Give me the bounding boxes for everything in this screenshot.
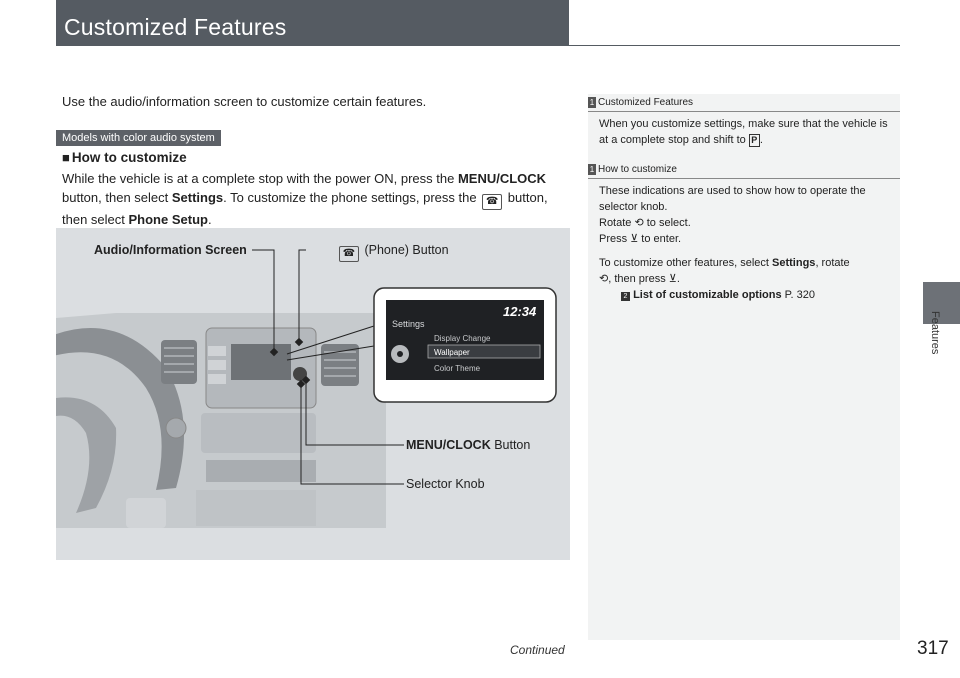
notes-column [588,94,900,640]
screen-menu-item: Color Theme [434,364,481,373]
header-rule [569,45,900,46]
body-paragraph [62,169,572,229]
note-rotate-a: Rotate [599,217,635,229]
press-knob-icon: ⊻ [630,233,639,245]
howto-heading [62,150,187,165]
note-rule [588,178,900,179]
note-then-b: . [676,273,680,285]
note-heading-howto [588,164,677,175]
screen-menu-item: Display Change [434,334,491,343]
square-bullet-icon: ■ [62,150,70,165]
note-other-settings: Settings [772,257,816,269]
para-text-4: button, then select [62,190,548,227]
phone-icon: ☎ [339,246,359,262]
note-rotate-line [599,215,891,231]
para-text-1: While the vehicle is at a complete stop with the power ON, press the [62,171,458,186]
crossref-page: P. 320 [781,289,816,301]
section-tab-label: Features [929,311,941,355]
rotate-knob-icon: ⟲ [634,217,644,229]
screen-menu-item-selected: Wallpaper [434,348,470,357]
gear-icon [391,345,409,363]
para-phone-setup: Phone Setup [128,212,208,227]
note-marker-icon: 1 [589,98,595,107]
note-customized-text [599,116,891,148]
note-other-b: , rotate [815,257,850,269]
note-press-line [599,231,891,247]
crossref-arrow-icon: 2 [621,292,630,301]
rotate-knob-icon: ⟲ [599,273,609,285]
note-title: How to customize [598,164,677,175]
dashboard-drawing [56,228,570,560]
para-menu-clock: MENU/CLOCK [457,171,547,186]
para-text-5: . [207,212,212,227]
note-press-b: to enter. [638,233,682,245]
selector-knob-label: Selector Knob [406,477,485,491]
crossref-link-text[interactable]: List of customizable options [633,289,782,301]
note-text-2: . [759,134,763,146]
phone-icon: ☎ [482,194,502,210]
note-rule [588,111,900,112]
note-other-a: To customize other features, select [599,257,773,269]
note-title: Customized Features [598,97,694,108]
screen-clock: 12:34 [503,304,537,319]
menu-clock-label-rest: Button [490,438,531,452]
screen-settings-header: Settings [392,319,425,329]
note-then-line [599,271,891,287]
note-heading-customized [588,97,693,108]
para-text-3: . To customize the phone settings, press the [223,190,481,205]
note-rotate-b: to select. [643,217,691,229]
phone-button-label-text: (Phone) Button [364,243,449,257]
intro-text: Use the audio/information screen to customize certain features. [62,94,427,109]
howto-heading-text: How to customize [71,150,187,165]
note-other-line [599,255,891,271]
models-badge: Models with color audio system [56,130,221,146]
continued-label: Continued [510,643,565,657]
menu-clock-label [406,438,530,452]
audio-screen-label: Audio/Information Screen [94,243,247,257]
menu-clock-label-bold: MENU/CLOCK [406,438,491,452]
note-howto-p1: These indications are used to show how to operate the selector knob. [599,185,866,213]
crossref-link[interactable] [599,287,891,303]
para-text-2: button, then select [62,190,172,205]
page-title: Customized Features [64,14,287,40]
note-marker-icon: 1 [589,165,595,174]
note-howto-text [599,183,891,303]
page-number: 317 [917,638,949,659]
phone-button-label [337,243,449,262]
dashboard-illustration [56,228,570,560]
gear-position-icon: P [749,134,760,147]
note-press-a: Press [599,233,631,245]
note-text-1: When you customize settings, make sure that the vehicle is at a complete stop and shift to [599,118,888,146]
note-then-a: , then press [608,273,669,285]
para-settings: Settings [171,190,224,205]
press-knob-icon: ⊻ [668,273,677,285]
